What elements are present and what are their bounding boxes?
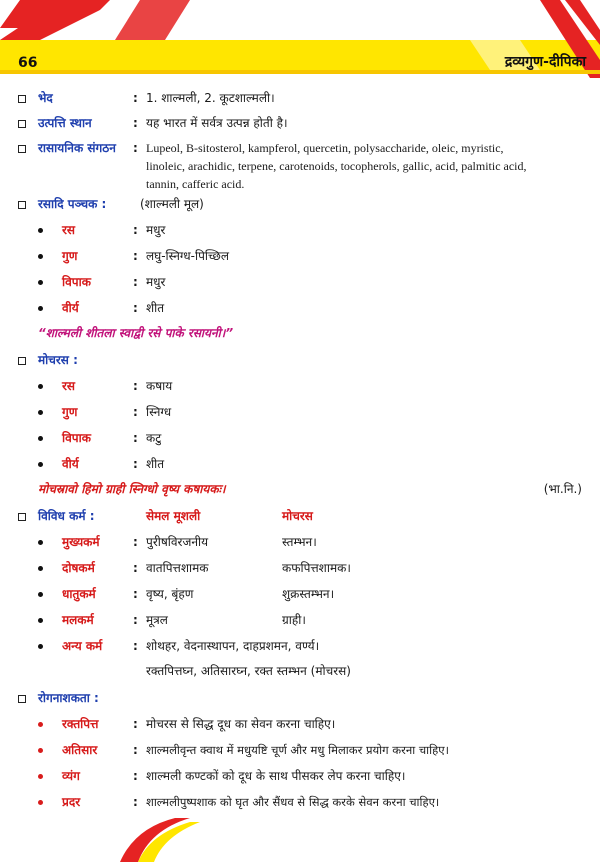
bullet-dot-icon: [38, 228, 43, 233]
colon: :: [133, 141, 138, 155]
colon: :: [133, 91, 138, 105]
bullet-dot-icon: [38, 462, 43, 467]
vividh-item-value-2: ग्राही।: [282, 613, 306, 627]
rasadi-item-value: शीत: [146, 301, 165, 315]
rasadi-note: (शाल्मली मूल): [140, 197, 204, 211]
roganashakta-label: रोगनाशकता :: [38, 691, 99, 705]
mocharas-item-label: विपाक: [62, 431, 91, 445]
colon: :: [133, 639, 138, 653]
square-bullet-icon: [18, 120, 26, 128]
roga-item-label: अतिसार: [62, 743, 98, 757]
mocharas-item-label: वीर्य: [62, 457, 79, 471]
mocharas-item-value: कटु: [146, 431, 162, 445]
roga-item-label: प्रदर: [62, 795, 81, 809]
square-bullet-icon: [18, 357, 26, 365]
roga-item-value: शाल्मली कण्टकों को दूध के साथ पीसकर लेप करना चाहिए।: [146, 769, 406, 783]
rasadi-label: रसादि पञ्चक :: [38, 197, 107, 211]
colon: :: [133, 405, 138, 419]
colon: :: [133, 613, 138, 627]
bullet-dot-icon: [38, 592, 43, 597]
colon: :: [133, 431, 138, 445]
mocharas-label: मोचरस :: [38, 353, 78, 367]
running-title: द्रव्यगुण-दीपिका: [504, 54, 586, 70]
colon: :: [133, 769, 138, 783]
vividh-item-value-1: मूत्रल: [146, 613, 168, 627]
vividh-item-label: अन्य कर्म: [62, 639, 103, 653]
mocharas-shloka: मोचस्रावो हिमो ग्राही स्निग्धो वृष्य कषायकः।: [38, 482, 226, 496]
square-bullet-icon: [18, 513, 26, 521]
vividh-item-value-2: कफपित्तशामक।: [282, 561, 351, 575]
vividh-extra: रक्तपित्तघ्न, अतिसारघ्न, रक्त स्तम्भन (मोचरस): [146, 664, 351, 678]
rasayanik-label: रासायनिक संगठन: [38, 141, 116, 155]
mocharas-item-value: कषाय: [146, 379, 173, 393]
bullet-dot-icon: [38, 436, 43, 441]
vividh-item-label: दोषकर्म: [62, 561, 95, 575]
colon: :: [133, 743, 138, 757]
colon: :: [133, 795, 138, 809]
rasayanik-line-3: tannin, cafferic acid.: [146, 177, 245, 191]
vividh-col2-header: मोचरस: [282, 509, 313, 523]
colon: :: [133, 379, 138, 393]
bhed-label: भेद: [38, 91, 53, 105]
vividh-col1-header: सेमल मूशली: [146, 509, 201, 523]
utpatti-value: यह भारत में सर्वत्र उत्पन्न होती है।: [146, 116, 288, 130]
square-bullet-icon: [18, 201, 26, 209]
rasadi-item-value: लघु-स्निग्ध-पिच्छिल: [146, 249, 229, 263]
colon: :: [133, 457, 138, 471]
vividh-item-label: मुख्यकर्म: [62, 535, 100, 549]
rasayanik-line-2: linoleic, arachidic, terpene, carotenoids, tocopherols, gallic, acid, palmitic acid,: [146, 159, 527, 173]
bhed-value: 1. शाल्मली, 2. कूटशाल्मली।: [146, 91, 275, 105]
square-bullet-icon: [18, 695, 26, 703]
colon: :: [133, 116, 138, 130]
vividh-item-value-1: वातपित्तशामक: [146, 561, 209, 575]
bullet-dot-icon: [38, 722, 43, 727]
page-number: 66: [18, 55, 38, 71]
colon: :: [133, 223, 138, 237]
rasadi-item-label: रस: [62, 223, 76, 237]
square-bullet-icon: [18, 95, 26, 103]
rasadi-item-label: विपाक: [62, 275, 91, 289]
bullet-dot-icon: [38, 748, 43, 753]
roga-item-label: व्यंग: [62, 769, 80, 783]
bullet-dot-icon: [38, 644, 43, 649]
bullet-dot-icon: [38, 618, 43, 623]
vividh-item-value-1: वृष्य, बृंहण: [146, 587, 194, 601]
footer-decoration: [80, 818, 200, 862]
vividh-item-label: धातुकर्म: [62, 587, 96, 601]
bullet-dot-icon: [38, 384, 43, 389]
mocharas-item-label: गुण: [62, 405, 78, 419]
bullet-dot-icon: [38, 306, 43, 311]
vividh-item-value-1: पुरीषविरजनीय: [146, 535, 209, 549]
bullet-dot-icon: [38, 566, 43, 571]
reference: (भा.नि.): [543, 482, 582, 496]
bullet-dot-icon: [38, 254, 43, 259]
vividh-item-value-2: स्तम्भन।: [282, 535, 317, 549]
utpatti-label: उत्पत्ति स्थान: [38, 116, 92, 130]
colon: :: [133, 301, 138, 315]
roga-item-value: मोचरस से सिद्ध दूध का सेवन करना चाहिए।: [146, 717, 336, 731]
colon: :: [133, 249, 138, 263]
roga-item-value: शाल्मलीपुष्पशाक को घृत और सैंधव से सिद्ध करके सेवन करना चाहिए।: [146, 795, 440, 809]
roga-item-value: शाल्मलीवृन्त क्वाथ में मधुयष्टि चूर्ण और मधु मिलाकर प्रयोग करना चाहिए।: [146, 743, 449, 757]
rasadi-quote: “शाल्मली शीतला स्वाद्वी रसे पाके रसायनी।”: [38, 326, 234, 340]
colon: :: [133, 535, 138, 549]
vividh-item-value-2: शुक्रस्तम्भन।: [282, 587, 335, 601]
bullet-dot-icon: [38, 800, 43, 805]
colon: :: [133, 561, 138, 575]
vividh-label: विविध कर्म :: [38, 509, 95, 523]
rasadi-item-label: वीर्य: [62, 301, 79, 315]
page-header: [0, 0, 600, 78]
mocharas-item-value: स्निग्ध: [146, 405, 172, 419]
vividh-item-label: मलकर्म: [62, 613, 94, 627]
bullet-dot-icon: [38, 540, 43, 545]
vividh-item-value-1: शोथहर, वेदनास्थापन, दाहप्रशमन, वर्ण्य।: [146, 639, 320, 653]
bullet-dot-icon: [38, 410, 43, 415]
rasayanik-line-1: Lupeol, B-sitosterol, kampferol, quercetin, polysaccharide, oleic, myristic,: [146, 141, 504, 155]
mocharas-item-value: शीत: [146, 457, 165, 471]
roga-item-label: रक्तपित्त: [62, 717, 99, 731]
bullet-dot-icon: [38, 774, 43, 779]
rasadi-item-value: मधुर: [146, 275, 166, 289]
colon: :: [133, 587, 138, 601]
square-bullet-icon: [18, 145, 26, 153]
rasadi-item-value: मधुर: [146, 223, 166, 237]
bullet-dot-icon: [38, 280, 43, 285]
rasadi-item-label: गुण: [62, 249, 78, 263]
mocharas-item-label: रस: [62, 379, 76, 393]
colon: :: [133, 275, 138, 289]
colon: :: [133, 717, 138, 731]
